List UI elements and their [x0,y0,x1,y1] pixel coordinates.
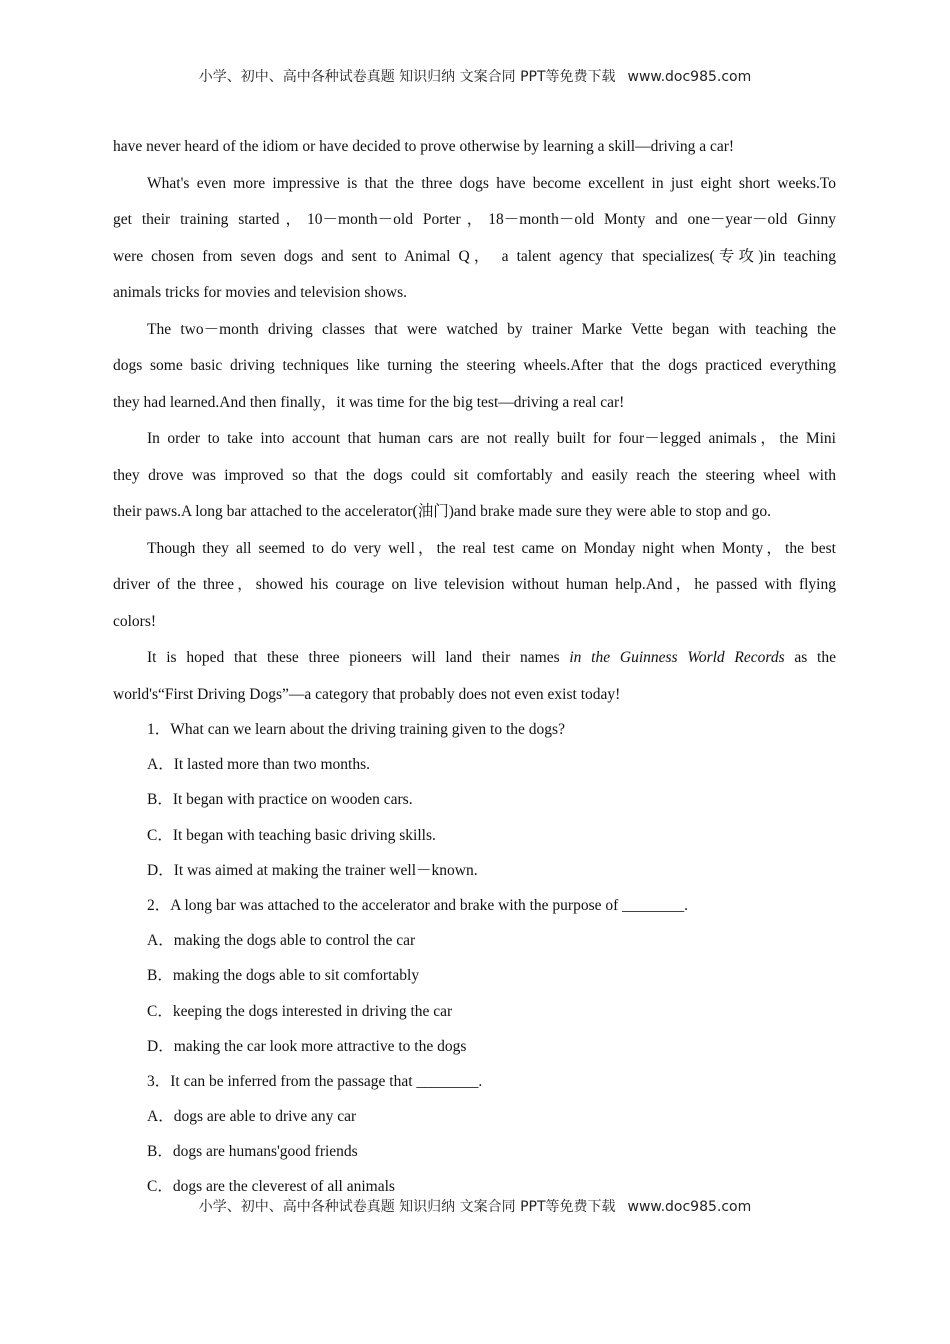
guinness-after: as the [794,649,836,666]
passage-line: were chosen from seven dogs and sent to Animal Q， a talent agency that specializes(专攻)in teaching [113,247,836,265]
answer-option: B．dogs are humans'good friends [147,1143,358,1161]
question-stem: 3．It can be inferred from the passage that ________. [147,1072,483,1090]
passage-line: have never heard of the idiom or have decided to prove otherwise by learning a skill—driving a car! [113,138,735,155]
header-text: 小学、初中、高中各种试卷真题 知识归纳 文案合同 PPT等免费下载 [198,69,616,85]
passage-line: they had learned.And then finally，it was time for the big test—driving a real car! [113,393,625,411]
answer-option: C．dogs are the cleverest of all animals [147,1178,395,1196]
answer-option: D．It was aimed at making the trainer well－known. [147,861,478,879]
guinness-italic: in the Guinness World Records [569,649,785,666]
question-stem: 2．A long bar was attached to the accelerator and brake with the purpose of ________. [147,896,689,914]
passage-line: world's“First Driving Dogs”—a category that probably does not even exist today! [113,685,621,703]
question-stem: 1．What can we learn about the driving training given to the dogs? [147,721,565,738]
answer-option: A．It lasted more than two months. [147,756,370,774]
answer-option: B．making the dogs able to sit comfortably [147,967,420,985]
header-url[interactable]: www.doc985.com [627,69,752,85]
footer-text: 小学、初中、高中各种试卷真题 知识归纳 文案合同 PPT等免费下载 [198,1199,616,1215]
answer-option: C．It began with teaching basic driving skills. [147,826,436,844]
passage-line: What's even more impressive is that the three dogs have become excellent in just eight short weeks.To [147,174,836,192]
answer-option: C．keeping the dogs interested in driving the car [147,1002,453,1020]
answer-option: A．dogs are able to drive any car [147,1108,357,1126]
passage-line: their paws.A long bar attached to the accelerator(油门)and brake made sure they were able to stop and go. [113,503,772,520]
footer-url[interactable]: www.doc985.com [627,1199,752,1215]
passage-line: Though they all seemed to do very well，the real test came on Monday night when Monty，the best [147,539,836,557]
answer-option: B．It began with practice on wooden cars. [147,791,413,809]
passage-line: In order to take into account that human cars are not really built for four－legged animals，the Mini [147,430,836,447]
passage-line: get their training started，10－month－old Porter，18－month－old Monty and one－year－old Ginny [113,211,836,228]
passage-line: they drove was improved so that the dogs could sit comfortably and easily reach the steering wheel with [113,466,836,484]
answer-option: A．making the dogs able to control the car [147,932,416,950]
passage-line: driver of the three，showed his courage on live television without human help.And，he passed with flying [113,576,836,593]
passage-line: animals tricks for movies and television shows. [113,284,408,301]
question-list [147,712,847,1205]
answer-option: D．making the car look more attractive to the dogs [147,1037,467,1055]
passage-line: The two－month driving classes that were watched by trainer Marke Vette began with teaching the [147,320,836,338]
passage-line-guinness [113,640,836,677]
page-header-banner [0,66,950,86]
passage-line: colors! [113,612,157,630]
passage-line: dogs some basic driving techniques like turning the steering wheels.After that the dogs practiced everything [113,357,836,374]
reading-passage [113,129,836,713]
guinness-before: It is hoped that these three pioneers will land their names [147,649,560,666]
page-footer-banner [0,1196,950,1216]
